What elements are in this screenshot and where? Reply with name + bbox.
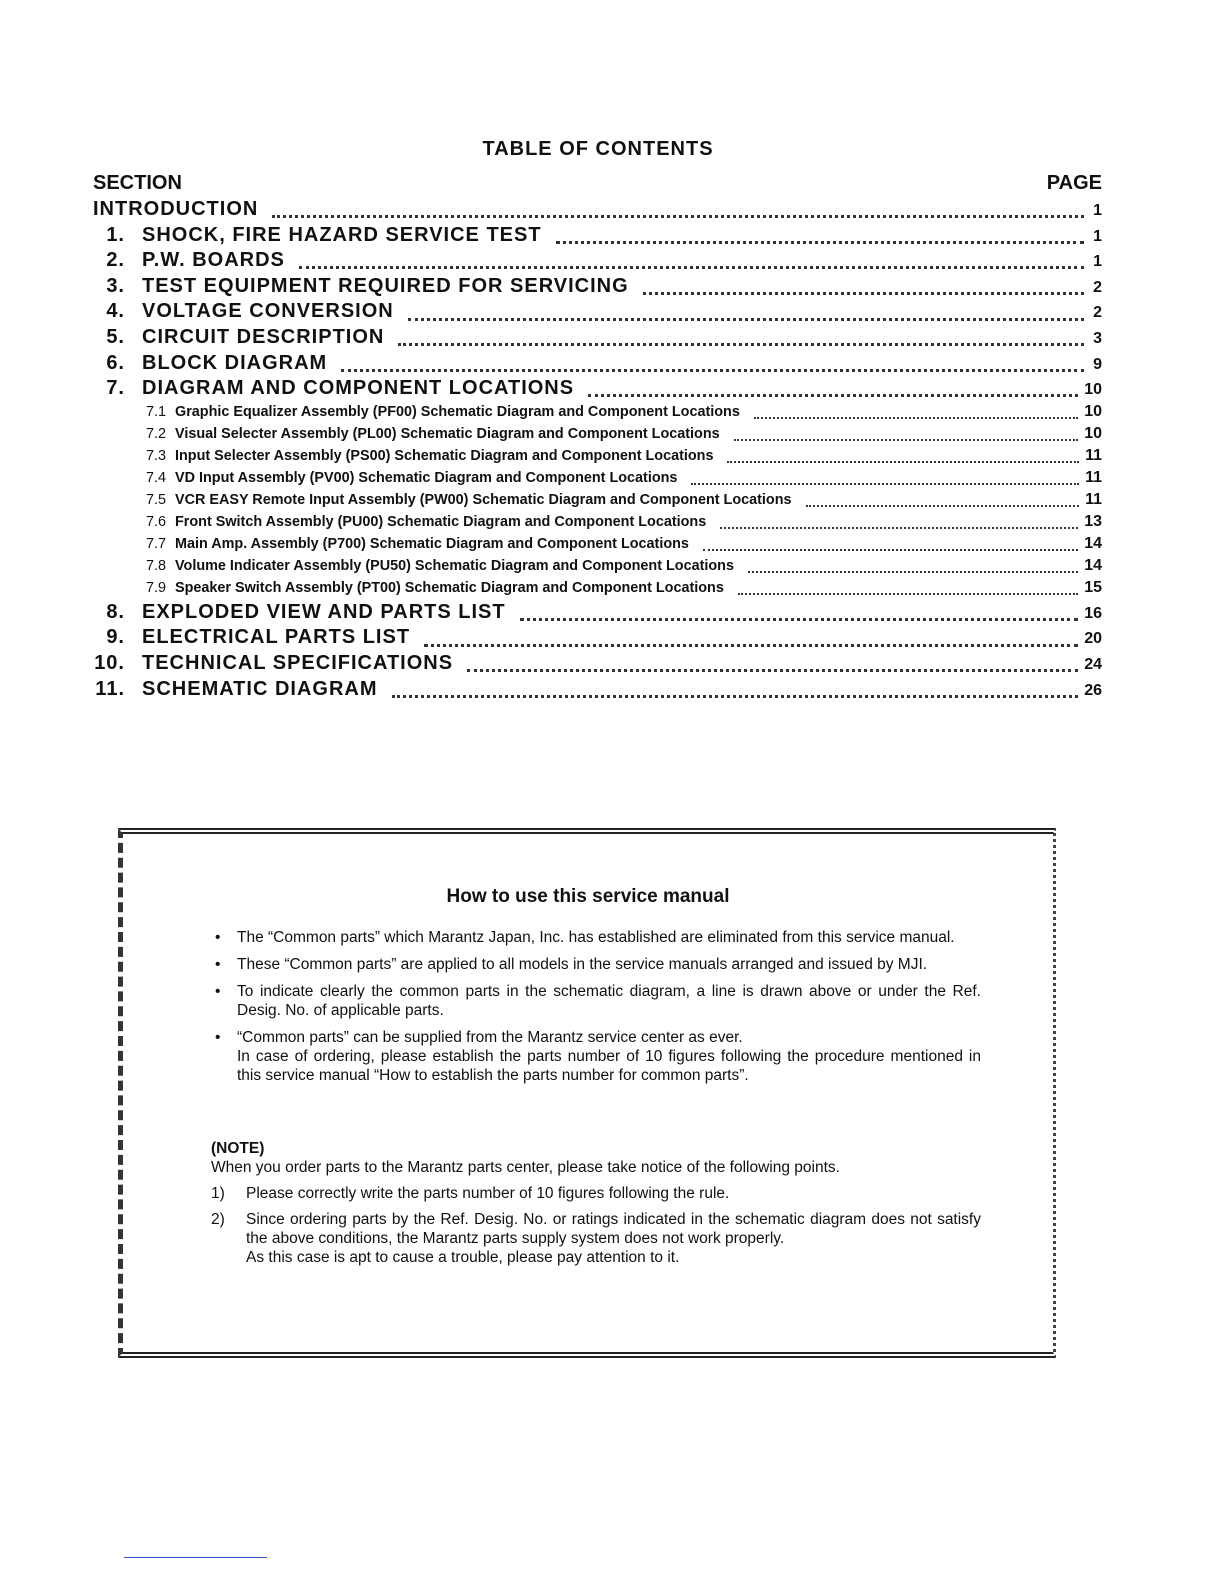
- toc-entry-page: 3: [1093, 329, 1102, 347]
- toc-entry-number: 2.: [106, 249, 125, 272]
- footer-rule: [124, 1557, 267, 1558]
- toc-entry-label: Input Selecter Assembly (PS00) Schematic Diagram and Component Locations: [175, 447, 714, 464]
- notice-title: How to use this service manual: [446, 886, 730, 907]
- toc-entry-label: Front Switch Assembly (PU00) Schematic Diagram and Component Locations: [175, 513, 707, 530]
- bullet-icon: •: [215, 929, 221, 946]
- dot-leader: [556, 241, 1084, 244]
- notice-bullet: [215, 928, 981, 947]
- note-item-number: 2): [211, 1211, 225, 1228]
- note-section: [211, 1139, 981, 1267]
- toc-subentry: [93, 513, 1102, 535]
- toc-entry-page: 10: [1084, 381, 1102, 399]
- toc-entry-label: Graphic Equalizer Assembly (PF00) Schematic Diagram and Component Locations: [175, 403, 740, 420]
- notice-bullet: [215, 955, 981, 974]
- notice-bullet-extra-text: In case of ordering, please establish the parts number of 10 figures following the procedure mentioned in this service manual “How to establish the parts number for common parts”.: [237, 1048, 981, 1084]
- dot-leader: [392, 695, 1079, 698]
- toc-entry-number: 8.: [106, 600, 125, 623]
- toc-entry-label: ELECTRICAL PARTS LIST: [142, 626, 411, 649]
- toc-entry-label: Main Amp. Assembly (P700) Schematic Diagram and Component Locations: [175, 535, 689, 552]
- note-item: [211, 1184, 981, 1203]
- note-heading: (NOTE): [211, 1140, 265, 1157]
- toc-entry-label: Volume Indicater Assembly (PU50) Schematic Diagram and Component Locations: [175, 557, 734, 574]
- toc-entry-page: 14: [1084, 534, 1102, 552]
- toc-entry-number: 7.2: [145, 425, 166, 442]
- toc-entry-page: 11: [1085, 468, 1102, 486]
- toc-entry-page: 26: [1084, 681, 1102, 699]
- toc-entry-number: 7.5: [145, 491, 166, 508]
- notice-bullet: [215, 982, 981, 1020]
- page-column-header: PAGE: [1046, 172, 1102, 194]
- toc-entry: [93, 352, 1102, 378]
- dot-leader: [720, 527, 1078, 529]
- toc-entry: [93, 249, 1102, 275]
- toc-entry-page: 20: [1084, 630, 1102, 648]
- toc-subentry: [93, 447, 1102, 469]
- toc-subentry: [93, 579, 1102, 601]
- note-item-number: 1): [211, 1185, 225, 1202]
- toc-entry-page: 14: [1084, 556, 1102, 574]
- notice-bullet-text: To indicate clearly the common parts in the schematic diagram, a line is drawn above or under the Ref. Desig. No. of applicable parts.: [237, 983, 981, 1019]
- dot-leader: [643, 292, 1084, 295]
- toc-subentry: [93, 557, 1102, 579]
- toc-entry-number: 9.: [106, 626, 125, 649]
- toc-entry-label: CIRCUIT DESCRIPTION: [142, 325, 385, 348]
- toc-entry-number: 3.: [106, 274, 125, 297]
- toc-entry: [93, 678, 1102, 704]
- toc-subentry: [93, 469, 1102, 491]
- toc-entry-page: 2: [1093, 304, 1102, 322]
- toc-entry-label: INTRODUCTION: [93, 198, 259, 220]
- toc-entry-number: 7.6: [145, 513, 166, 530]
- notice-bullet: [215, 1028, 981, 1085]
- toc-entry-page: 16: [1084, 604, 1102, 622]
- toc-entry-label: DIAGRAM AND COMPONENT LOCATIONS: [142, 377, 575, 400]
- note-item-text: Please correctly write the parts number of 10 figures following the rule.: [246, 1185, 730, 1202]
- toc-subentry: [93, 535, 1102, 557]
- toc-list: [93, 198, 1102, 703]
- toc-entry-page: 13: [1084, 512, 1102, 530]
- toc-entry: [93, 224, 1102, 250]
- toc-entry-label: TECHNICAL SPECIFICATIONS: [142, 651, 454, 674]
- dot-leader: [467, 669, 1078, 672]
- toc-entry-number: 7.3: [145, 447, 166, 464]
- toc-entry-label: BLOCK DIAGRAM: [142, 351, 328, 374]
- toc-entry-page: 10: [1084, 402, 1102, 420]
- toc-subentry: [93, 491, 1102, 513]
- dot-leader: [588, 394, 1078, 397]
- toc-entry-number: 1.: [106, 223, 125, 246]
- toc-entry-number: 7.4: [145, 469, 166, 486]
- toc-entry: [93, 198, 1102, 224]
- note-item: [211, 1210, 981, 1267]
- toc-entry-label: SHOCK, FIRE HAZARD SERVICE TEST: [142, 223, 542, 246]
- toc-entry-page: 9: [1093, 355, 1102, 373]
- note-item-text: Since ordering parts by the Ref. Desig. No. or ratings indicated in the schematic diagram does not satisfy the above conditions, the Marantz parts supply system does not work properly.: [246, 1211, 981, 1247]
- toc-subentry: [93, 425, 1102, 447]
- toc-entry-page: 24: [1084, 655, 1102, 673]
- toc-entry-page: 11: [1085, 490, 1102, 508]
- dot-leader: [299, 266, 1084, 269]
- toc-entry: [93, 601, 1102, 627]
- toc-entry-label: VD Input Assembly (PV00) Schematic Diagram and Component Locations: [175, 469, 678, 486]
- toc-subentry: [93, 403, 1102, 425]
- toc-entry-number: 11.: [95, 677, 125, 700]
- note-intro: When you order parts to the Marantz parts center, please take notice of the following points.: [211, 1159, 840, 1176]
- toc-entry-label: EXPLODED VIEW AND PARTS LIST: [142, 600, 506, 623]
- section-column-header: SECTION: [93, 172, 182, 194]
- toc-entry-label: Speaker Switch Assembly (PT00) Schematic Diagram and Component Locations: [175, 579, 724, 596]
- toc-entry-page: 2: [1093, 278, 1102, 296]
- toc-entry-number: 10.: [94, 651, 125, 674]
- toc-entry-label: SCHEMATIC DIAGRAM: [142, 677, 378, 700]
- dot-leader: [703, 549, 1078, 551]
- dot-leader: [520, 618, 1079, 621]
- notice-bullet-text: The “Common parts” which Marantz Japan, Inc. has established are eliminated from this service manual.: [237, 929, 955, 946]
- bullet-icon: •: [215, 983, 221, 1000]
- toc-entry-page: 11: [1085, 446, 1102, 464]
- toc-entry-page: 1: [1093, 202, 1102, 219]
- toc-entry-number: 6.: [106, 351, 125, 374]
- toc-entry-label: P.W. BOARDS: [142, 249, 285, 272]
- dot-leader: [754, 417, 1078, 419]
- toc-entry-number: 7.: [106, 377, 125, 400]
- toc-entry-label: VOLTAGE CONVERSION: [142, 300, 394, 323]
- toc-entry: [93, 626, 1102, 652]
- bullet-icon: •: [215, 956, 221, 973]
- toc-entry: [93, 300, 1102, 326]
- toc-entry-page: 15: [1084, 578, 1102, 596]
- notice-bullet-text: “Common parts” can be supplied from the Marantz service center as ever.: [237, 1029, 743, 1046]
- toc-entry: [93, 326, 1102, 352]
- dot-leader: [341, 369, 1084, 372]
- toc-entry-label: VCR EASY Remote Input Assembly (PW00) Schematic Diagram and Component Locations: [175, 491, 792, 508]
- dot-leader: [738, 593, 1078, 595]
- toc-entry-label: Visual Selecter Assembly (PL00) Schematic Diagram and Component Locations: [175, 425, 720, 442]
- dot-leader: [727, 461, 1079, 463]
- dot-leader: [806, 505, 1080, 507]
- dot-leader: [691, 483, 1079, 485]
- toc-entry-page: 1: [1093, 253, 1102, 271]
- dot-leader: [734, 439, 1079, 441]
- toc-entry-number: 7.7: [145, 535, 166, 552]
- toc-entry-number: 7.9: [145, 579, 166, 596]
- toc-entry-number: 5.: [106, 325, 125, 348]
- toc-entry: [93, 275, 1102, 301]
- toc-title: TABLE OF CONTENTS: [482, 138, 714, 160]
- service-manual-notice-box: [118, 828, 1056, 1358]
- notice-bullet-list: [215, 928, 981, 1093]
- notice-bullet-text: These “Common parts” are applied to all models in the service manuals arranged and issued by MJI.: [237, 956, 928, 973]
- toc-entry-page: 10: [1084, 424, 1102, 442]
- note-item-extra-text: As this case is apt to cause a trouble, please pay attention to it.: [246, 1249, 680, 1266]
- toc-entry-label: TEST EQUIPMENT REQUIRED FOR SERVICING: [142, 274, 629, 297]
- dot-leader: [408, 318, 1084, 321]
- toc-entry-number: 4.: [106, 300, 125, 323]
- dot-leader: [398, 343, 1084, 346]
- dot-leader: [272, 215, 1084, 218]
- dot-leader: [748, 571, 1078, 573]
- bullet-icon: •: [215, 1029, 221, 1046]
- toc-entry: [93, 377, 1102, 403]
- dot-leader: [424, 644, 1078, 647]
- toc-entry-number: 7.8: [145, 557, 166, 574]
- toc-entry-page: 1: [1093, 227, 1102, 245]
- toc-entry-number: 7.1: [145, 403, 166, 420]
- toc-entry: [93, 652, 1102, 678]
